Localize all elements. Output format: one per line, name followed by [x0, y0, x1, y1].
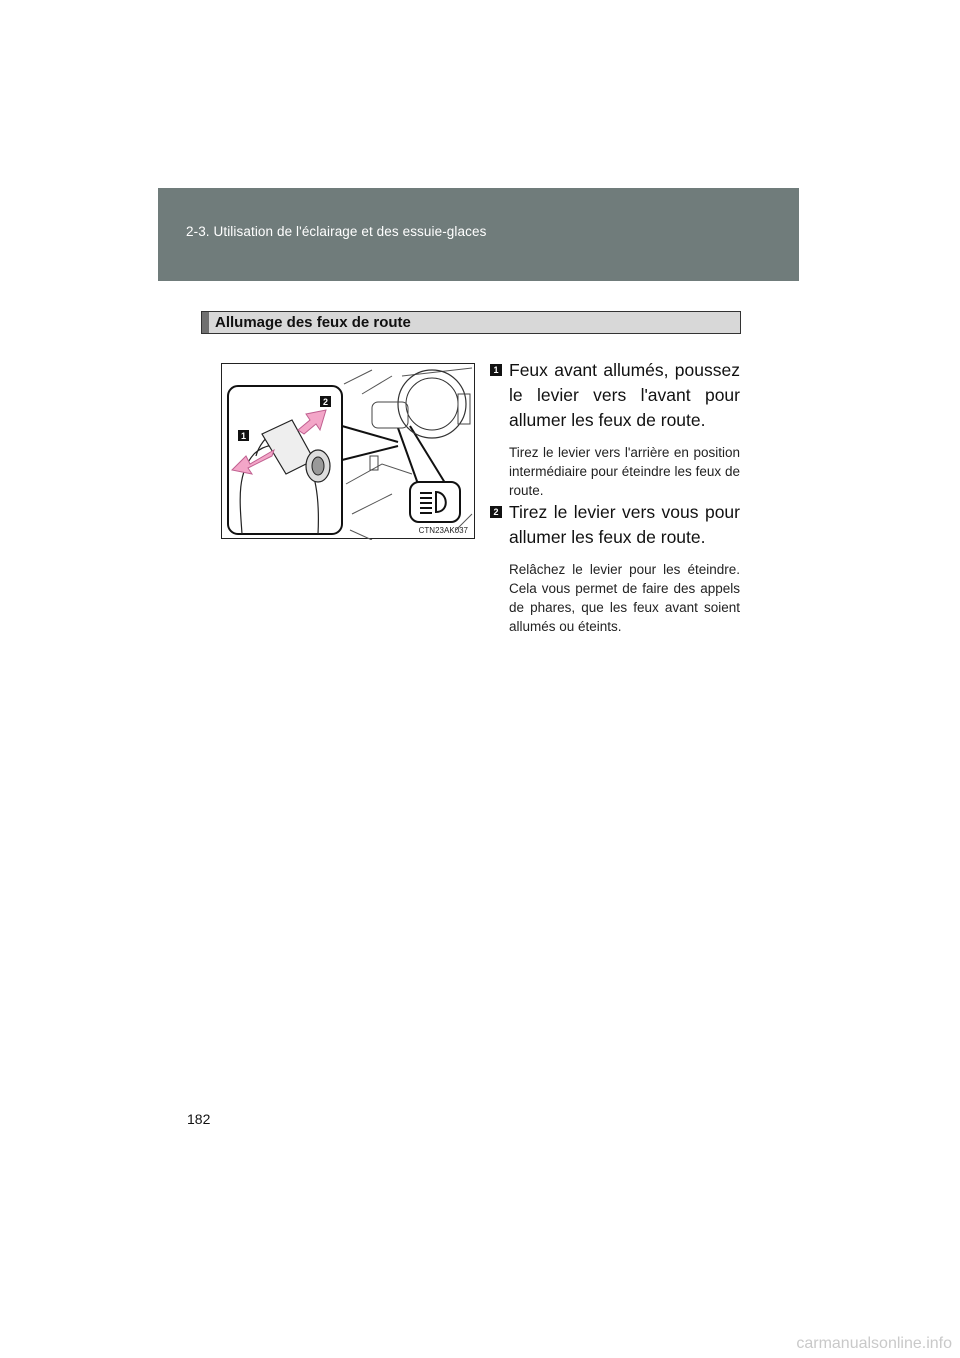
step-2-instruction: Tirez le levier vers vous pour allumer les feux de route.: [509, 502, 740, 547]
illustration-drawing: [222, 364, 476, 540]
steering-wheel: [398, 370, 466, 438]
step-2-note: Relâchez le levier pour les éteindre. Cela vous permet de faire des appels de phares, que les feux avant soient allumés ou éteints.: [509, 562, 740, 634]
page-number: 182: [187, 1111, 211, 1127]
step-2: [490, 500, 740, 636]
svg-text:2: 2: [322, 397, 329, 407]
step-1-instruction: Feux avant allumés, poussez le levier vers l'avant pour allumer les feux de route.: [509, 360, 740, 430]
section-heading-bar: [201, 311, 741, 334]
svg-text:1: 1: [240, 431, 247, 441]
chapter-header: [158, 188, 799, 281]
arrow-2: [298, 410, 326, 434]
arrow-1: [232, 450, 274, 474]
step-1-note: Tirez le levier vers l'arrière en position intermédiaire pour éteindre les feux de route.: [509, 445, 740, 498]
section-title: Allumage des feux de route: [215, 314, 411, 331]
figure-code: CTN23AK037: [418, 526, 468, 535]
section-accent: [202, 312, 209, 333]
step-2-badge: 2: [490, 506, 502, 518]
high-beam-illustration: [221, 363, 475, 539]
step-1-badge: 1: [490, 364, 502, 376]
chapter-title: 2-3. Utilisation de l'éclairage et des essuie-glaces: [186, 224, 487, 239]
step-1: [490, 358, 740, 500]
watermark: carmanualsonline.info: [796, 1335, 952, 1352]
